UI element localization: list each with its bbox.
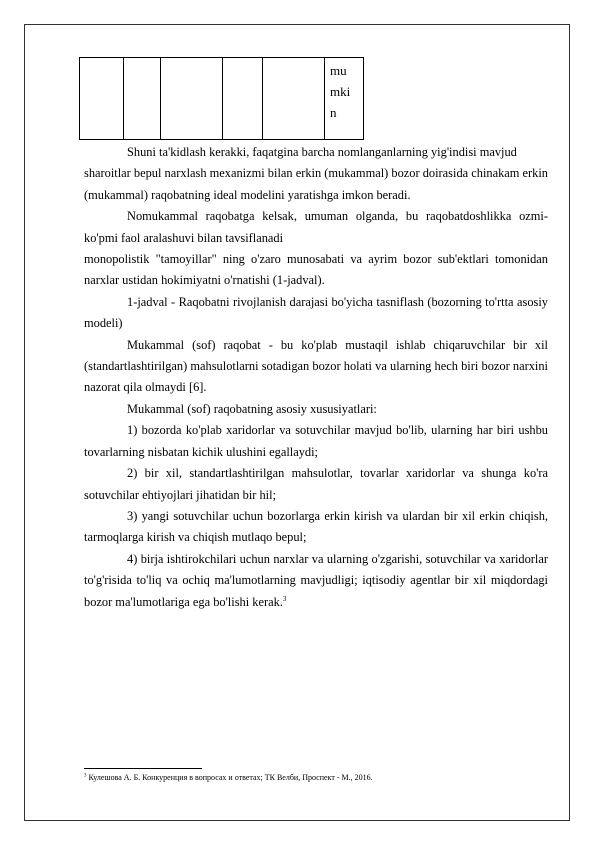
list-item: 2) bir xil, standartlashtirilgan mahsulotlar, tovarlar xaridorlar va shunga ko'ra sotuvchilar ehtiyojlari jihatidan bir hil; [84,466,548,502]
body-text [84,142,548,613]
table-cell [161,58,223,140]
paragraph: Shuni ta'kidlash kerakki, faqatgina barcha nomlanganlarning yig'indisi mavjud [127,145,517,159]
paragraph: Mukammal (sof) raqobat - bu ko'plab mustaqil ishlab chiqaruvchilar bir xil (standartlashtirilgan) mahsulotlarni sotadigan bozor holati va ularning hech biri bozor narxini nazorat qila olmaydi [6]. [84,337,548,395]
table-caption: 1-jadval - Raqobatni rivojlanish darajasi bo'yicha tasniflash (bozorning to'rtta asosiy modeli) [84,294,548,331]
footnote-text: Кулешова А. Б. Конкуренция в вопросах и ответах; ТК Велби, Проспект - М., 2016. [88,773,373,782]
footnote-divider [84,768,202,769]
list-item [84,549,548,613]
paragraph: monopolistik "tamoyillar" ning o'zaro munosabati va ayrim bozor sub'ektlari tomonidan narxlar ustidan hokimiyatni o'rnatishi (1-jadval). [84,252,548,288]
table-fragment [79,57,364,140]
paragraph: sharoitlar bepul narxlash mexanizmi bilan erkin (mukammal) bozor doirasida chinakam erkin (mukammal) raqobatning ideal modelini yaratishga imkon beradi. [84,166,548,202]
paragraph: Nomukammal raqobatga kelsak, umuman olganda, bu raqobatdoshlikka ozmi-ko'pmi faol aralashuvi bilan tavsiflanadi [84,209,548,245]
paragraph-text: 4) birja ishtirokchilari uchun narxlar va ularning o'zgarishi, sotuvchilar va xaridorlar to'g'risida to'liq va ochiq ma'lumotlarning mavjudligi; iqtisodiy agentlar bir xil miqdordagi bozor ma'lumotlariga ega bo'lishi kerak. [84,551,548,609]
table-cell [223,58,263,140]
table-cell [124,58,161,140]
table-row [80,58,364,140]
table-cell [263,58,325,140]
footnote-ref[interactable]: 3 [282,594,287,603]
cell-line: mu [330,63,347,78]
cell-line: n [330,105,337,120]
list-item: 1) bozorda ko'plab xaridorlar va sotuvchilar mavjud bo'lib, ularning har biri ushbu tovarlarning nisbatan kichik ulushini egallaydi; [84,423,548,459]
footnote-number: 3 [84,773,87,779]
list-item: 3) yangi sotuvchilar uchun bozorlarga erkin kirish va ulardan bir xil erkin chiqish, tarmoqlarga kirish va chiqish mutlaqo bepul; [84,508,548,545]
footnote [84,772,544,783]
table-cell-mumkin [325,58,364,140]
table-cell [80,58,124,140]
list-heading: Mukammal (sof) raqobatning asosiy xususiyatlari: [127,401,377,416]
cell-line: mki [330,84,351,99]
